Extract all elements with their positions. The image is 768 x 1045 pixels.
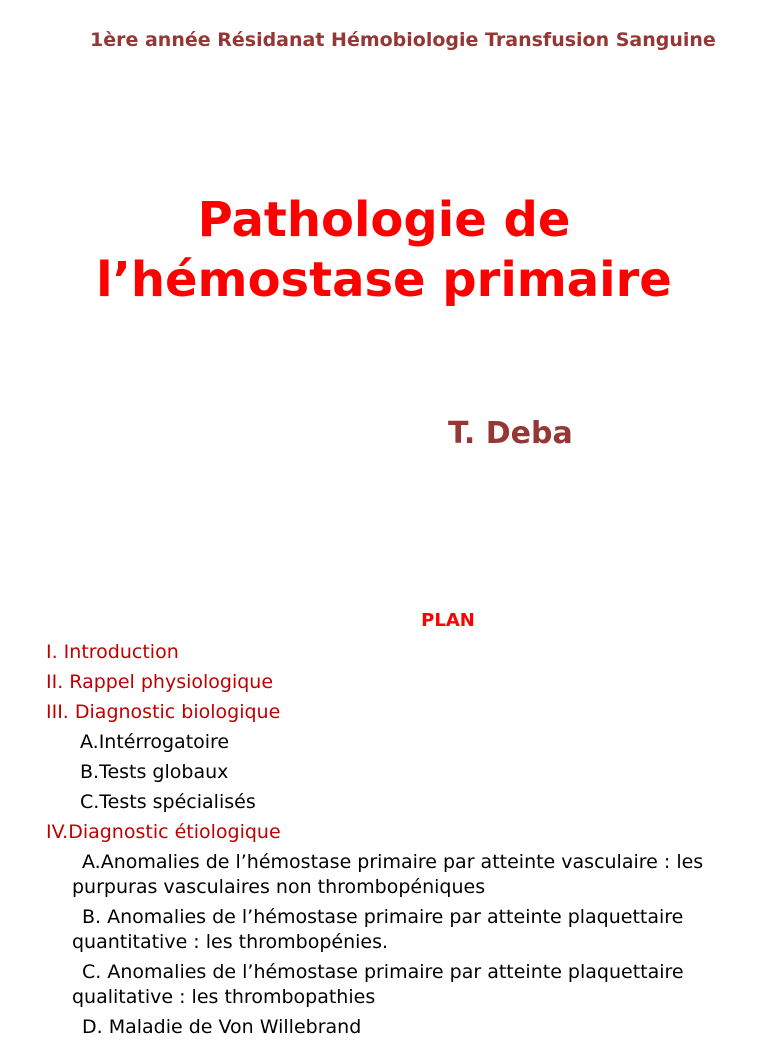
plan-subitem: B. Anomalies de l’hémostase primaire par atteinte plaquettaire quantitative : les thrombopénies.	[72, 906, 684, 953]
plan-subitem: B.Tests globaux	[80, 761, 229, 783]
plan-subitem: C. Anomalies de l’hémostase primaire par atteinte plaquettaire qualitative : les thrombopathies	[72, 961, 684, 1008]
title-line-2: l’hémostase primaire	[96, 252, 672, 308]
plan-subitem: A.Anomalies de l’hémostase primaire par atteinte vasculaire : les purpuras vasculaires non thrombopéniques	[72, 851, 704, 898]
plan-heading: PLAN	[421, 610, 475, 631]
plan-item: III. Diagnostic biologique	[46, 701, 281, 723]
course-subtitle: 1ère année Résidanat Hémobiologie Transfusion Sanguine	[90, 29, 716, 51]
plan-item: II. Rappel physiologique	[46, 671, 274, 693]
page-title	[0, 190, 768, 310]
plan-item: I. Introduction	[46, 641, 179, 663]
plan-item: IV.Diagnostic étiologique	[46, 821, 281, 843]
plan-subitem: D. Maladie de Von Willebrand	[82, 1016, 362, 1038]
title-line-1: Pathologie de	[197, 192, 571, 248]
plan-subitem: C.Tests spécialisés	[80, 791, 256, 813]
plan-subitem: A.Intérrogatoire	[80, 731, 230, 753]
plan-list	[46, 640, 746, 1045]
author-name: T. Deba	[448, 416, 573, 451]
